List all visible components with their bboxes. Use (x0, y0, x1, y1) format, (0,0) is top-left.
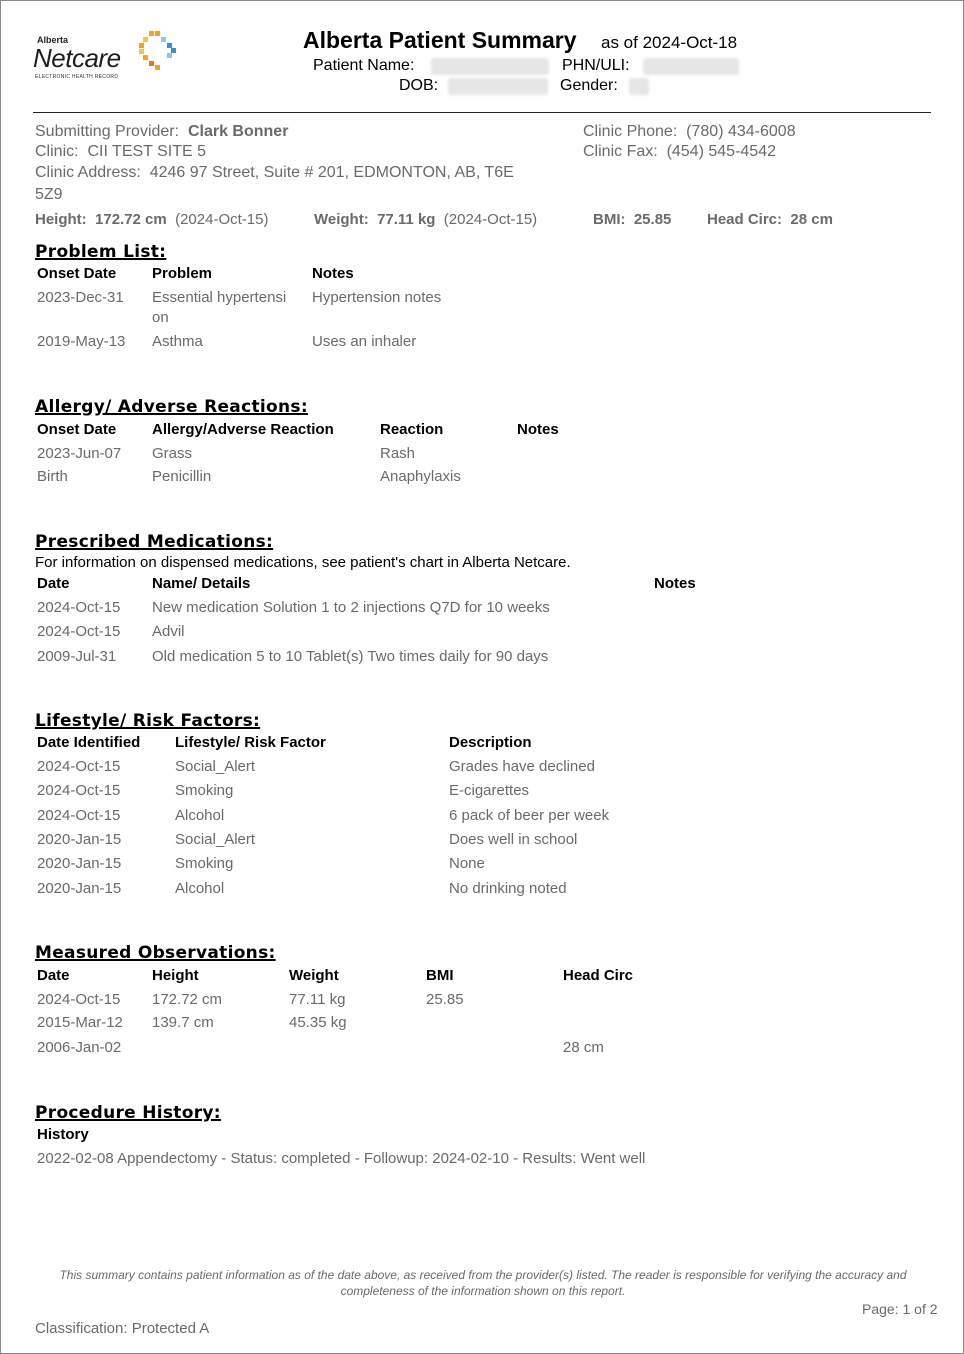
obs-row-date: 2024-Oct-15 (37, 991, 121, 1008)
netcare-logo-icon (135, 29, 179, 73)
allergy-col-allergy: Allergy/Adverse Reaction (152, 421, 334, 438)
allergy-col-notes: Notes (517, 421, 559, 438)
problem-row-problem-wrap: on (152, 309, 169, 326)
lifestyle-row-date: 2020-Jan-15 (37, 831, 122, 848)
allergy-row-date: 2023-Jun-07 (37, 445, 122, 462)
problem-row-date: 2023-Dec-31 (37, 289, 124, 306)
gender-redacted (629, 78, 649, 95)
obs-col-height: Height (152, 967, 199, 984)
clinic-fax: Clinic Fax: (454) 545-4542 (583, 143, 776, 160)
obs-row-date: 2006-Jan-02 (37, 1039, 122, 1056)
clinic-address: Clinic Address: 4246 97 Street, Suite # 201, EDMONTON, AB, T6E (35, 164, 514, 181)
obs-col-head-circ: Head Circ (563, 967, 634, 984)
obs-row-head-circ: 28 cm (563, 1039, 604, 1056)
lifestyle-col-date: Date Identified (37, 734, 141, 751)
problem-row-notes: Uses an inhaler (312, 333, 417, 350)
lifestyle-row-desc: Does well in school (449, 831, 578, 848)
dob-label: DOB: (399, 77, 439, 94)
med-row-date: 2024-Oct-15 (37, 623, 121, 640)
lifestyle-row-desc: E-cigarettes (449, 782, 530, 799)
observations-title: Measured Observations: (35, 943, 276, 963)
allergy-row-allergy: Grass (152, 445, 193, 462)
obs-row-height: 172.72 cm (152, 991, 223, 1008)
lifestyle-row-date: 2024-Oct-15 (37, 807, 121, 824)
procedure-row: 2022-02-08 Appendectomy - Status: completed - Followup: 2024-02-10 - Results: Went well (37, 1150, 646, 1167)
logo-province: Alberta (37, 35, 69, 45)
logo-tagline: ELECTRONIC HEALTH RECORD (35, 74, 119, 80)
problem-row-notes: Hypertension notes (312, 289, 442, 306)
med-row-date: 2024-Oct-15 (37, 599, 121, 616)
lifestyle-row-factor: Social_Alert (175, 758, 256, 775)
medications-title: Prescribed Medications: (35, 532, 274, 552)
clinic-name: Clinic: CII TEST SITE 5 (35, 143, 207, 160)
as-of-date: as of 2024-Oct-18 (601, 33, 738, 52)
lifestyle-row-date: 2024-Oct-15 (37, 758, 121, 775)
obs-row-height: 139.7 cm (152, 1014, 214, 1031)
obs-row-bmi: 25.85 (426, 991, 464, 1008)
allergy-title: Allergy/ Adverse Reactions: (35, 397, 308, 417)
lifestyle-row-desc: No drinking noted (449, 880, 567, 897)
lifestyle-row-date: 2024-Oct-15 (37, 782, 121, 799)
procedures-title: Procedure History: (35, 1103, 221, 1123)
med-col-notes: Notes (654, 575, 696, 592)
allergy-row-allergy: Penicillin (152, 468, 212, 485)
lifestyle-row-date: 2020-Jan-15 (37, 880, 122, 897)
obs-row-date: 2015-Mar-12 (37, 1014, 123, 1031)
obs-col-weight: Weight (289, 967, 339, 984)
allergy-row-date: Birth (37, 468, 68, 485)
problem-col-onset: Onset Date (37, 265, 117, 282)
logo-wordmark: Netcare (33, 43, 121, 73)
obs-row-weight: 77.11 kg (289, 991, 346, 1008)
allergy-col-onset: Onset Date (37, 421, 117, 438)
obs-row-weight: 45.35 kg (289, 1014, 347, 1031)
med-col-date: Date (37, 575, 70, 592)
patient-name-label: Patient Name: (313, 57, 415, 74)
vital-weight: Weight: 77.11 kg (2024-Oct-15) (314, 211, 538, 228)
page-number: Page: 1 of 2 (862, 1301, 938, 1317)
medications-note: For information on dispensed medications, see patient's chart in Alberta Netcare. (35, 554, 571, 571)
lifestyle-row-desc: 6 pack of beer per week (449, 807, 610, 824)
vital-head-circ: Head Circ: 28 cm (707, 211, 833, 228)
problem-col-problem: Problem (152, 265, 213, 282)
lifestyle-row-factor: Alcohol (175, 880, 225, 897)
lifestyle-col-desc: Description (449, 734, 532, 751)
classification: Classification: Protected A (35, 1320, 210, 1337)
lifestyle-row-factor: Smoking (175, 855, 234, 872)
med-row-details: Advil (152, 623, 185, 640)
lifestyle-title: Lifestyle/ Risk Factors: (35, 711, 261, 731)
problem-row-problem: Essential hypertensi (152, 289, 287, 306)
lifestyle-row-desc: None (449, 855, 485, 872)
med-row-details: Old medication 5 to 10 Tablet(s) Two times daily for 90 days (152, 648, 549, 665)
obs-col-bmi: BMI (426, 967, 454, 984)
lifestyle-row-factor: Social_Alert (175, 831, 256, 848)
clinic-phone: Clinic Phone: (780) 434-6008 (583, 123, 796, 140)
lifestyle-col-factor: Lifestyle/ Risk Factor (175, 734, 326, 751)
header-divider (33, 112, 931, 113)
med-col-details: Name/ Details (152, 575, 251, 592)
med-row-details: New medication Solution 1 to 2 injections Q7D for 10 weeks (152, 599, 550, 616)
lifestyle-row-factor: Smoking (175, 782, 234, 799)
med-row-date: 2009-Jul-31 (37, 648, 117, 665)
allergy-row-reaction: Anaphylaxis (380, 468, 461, 485)
lifestyle-row-factor: Alcohol (175, 807, 225, 824)
dob-redacted (448, 78, 548, 95)
page-title: Alberta Patient Summary (303, 27, 577, 53)
gender-label: Gender: (560, 77, 618, 94)
problem-col-notes: Notes (312, 265, 354, 282)
vital-height: Height: 172.72 cm (2024-Oct-15) (35, 211, 269, 228)
submitting-provider: Submitting Provider: Clark Bonner (35, 123, 289, 140)
problem-row-date: 2019-May-13 (37, 333, 126, 350)
procedure-col-history: History (37, 1126, 89, 1143)
allergy-col-reaction: Reaction (380, 421, 444, 438)
obs-col-date: Date (37, 967, 70, 984)
vital-bmi: BMI: 25.85 (593, 211, 672, 228)
phn-label: PHN/ULI: (562, 57, 630, 74)
problem-row-problem: Asthma (152, 333, 203, 350)
lifestyle-row-date: 2020-Jan-15 (37, 855, 122, 872)
lifestyle-row-desc: Grades have declined (449, 758, 595, 775)
problem-list-title: Problem List: (35, 242, 167, 262)
clinic-address-cont: 5Z9 (35, 186, 63, 203)
disclaimer: This summary contains patient information as of the date above, as received from the provider(s) listed. The reader is responsible for verifying the accuracy and completeness of the information shown on this report. (59, 1268, 907, 1298)
phn-redacted (643, 58, 739, 75)
patient-name-redacted (431, 58, 549, 75)
allergy-row-reaction: Rash (380, 445, 416, 462)
